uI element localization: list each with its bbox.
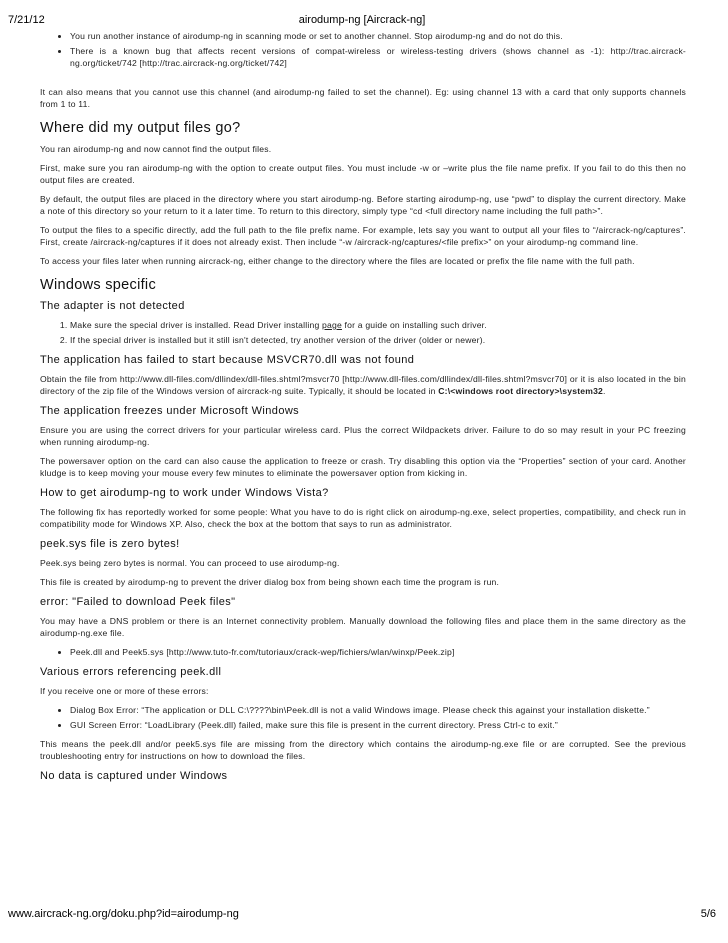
paragraph: This file is created by airodump-ng to prevent the driver dialog box from being shown each time the program is run. <box>40 577 500 587</box>
section-heading-output-files: Where did my output files go? <box>40 120 241 136</box>
paragraph: By default, the output files are placed in the directory where you start airodump-ng. Before starting airodump-ng, use “pwd” to display the current directory. Make a note of this directory so your return to it a later time. To return to this directory, simply type “cd <full directory name including the full path>”. <box>40 194 686 216</box>
driver-page-link[interactable]: page <box>322 320 342 330</box>
paragraph: The following fix has reportedly worked for some people: What you have to do is right click on airodump-ng.exe, select properties, compatibility, and check run in compatibility mode for Windows XP. Also, check the box at the bottom that says to run as administrator. <box>40 507 686 529</box>
errors-bullet-list <box>40 704 686 731</box>
list-item: • You run another instance of airodump-ng in scanning mode or set to another channel. Stop airodump-ng and do not do this. <box>70 30 686 42</box>
subsection-heading-freezes: The application freezes under Microsoft Windows <box>40 405 300 417</box>
print-date: 7/21/12 <box>8 14 45 26</box>
subsection-heading-peek-dll: Various errors referencing peek.dll <box>40 666 222 678</box>
list-item: 2. If the special driver is installed but it still isn't detected, try another version of the driver (older or newer). <box>70 334 686 346</box>
list-item: • There is a known bug that affects recent versions of compat-wireless or wireless-testing drivers (shows channel as -1): http://trac.aircrack-ng.org/ticket/742 [http://trac.aircrack-ng.org/ticket/742] <box>70 45 686 69</box>
adapter-steps-list <box>40 319 686 346</box>
bold-path: C:\<windows root directory>\system32 <box>438 386 604 396</box>
paragraph: The powersaver option on the card can also cause the application to freeze or crash. Try disabling this option via the “Properties” section of your card. Another kludge is to keep moving your mouse every few minutes to eliminate the powersaver option from kicking in. <box>40 456 686 478</box>
subsection-heading-msvcr: The application has failed to start because MSVCR70.dll was not found <box>40 354 415 366</box>
paragraph: To access your files later when running aircrack-ng, either change to the directory where the files are located or prefix the file name with the full path. <box>40 256 635 266</box>
paragraph: First, make sure you ran airodump-ng with the option to create output files. You must include -w or –write plus the file name prefix. If you fail to do this then no output files are created. <box>40 163 686 185</box>
paragraph: If you receive one or more of these errors: <box>40 686 209 696</box>
subsection-heading-vista: How to get airodump-ng to work under Windows Vista? <box>40 487 329 499</box>
list-item: • Peek.dll and Peek5.sys [http://www.tuto-fr.com/tutoriaux/crack-wep/fichiers/wlan/winxp/Peek.zip] <box>70 646 686 658</box>
footer-url: www.aircrack-ng.org/doku.php?id=airodump-ng <box>8 908 239 920</box>
page-title: airodump-ng [Aircrack-ng] <box>298 14 426 26</box>
paragraph: To output the files to a specific directly, add the full path to the file prefix name. For example, lets say you want to output all your files to “/aircrack-ng/captures”. First, create /aircrack-ng/captures if it does not already exist. Then include “-w /aircrack-ng/captures/<file prefix>” on your airodump-ng command line. <box>40 225 686 247</box>
list-item: • GUI Screen Error: “LoadLibrary (Peek.dll) failed, make sure this file is present in the current directory. Press Ctrl-c to exit.” <box>70 719 686 731</box>
text-span: Make sure the special driver is installed. Read Driver installing <box>70 320 323 330</box>
section-heading-windows: Windows specific <box>40 277 156 293</box>
paragraph: Ensure you are using the correct drivers for your particular wireless card. Plus the correct Wildpackets driver. Failure to do so may result in your PC freezing when running airodump-ng. <box>40 425 686 447</box>
list-item: • Dialog Box Error: “The application or DLL C:\????\bin\Peek.dll is not a valid Windows image. Please check this against your installation diskette.” <box>70 704 686 716</box>
text-span: . <box>603 386 606 396</box>
paragraph <box>40 373 686 397</box>
subsection-heading-download-error: error: "Failed to download Peek files" <box>40 596 236 608</box>
page-number: 5/6 <box>700 908 716 920</box>
paragraph: It can also means that you cannot use this channel (and airodump-ng failed to set the channel). Eg: using channel 13 with a card that only supports channels from 1 to 11. <box>40 87 686 109</box>
paragraph: You ran airodump-ng and now cannot find the output files. <box>40 144 272 154</box>
paragraph: This means the peek.dll and/or peek5.sys file are missing from the directory which contains the airodump-ng.exe file or are corrupted. See the previous troubleshooting entry for instructions on how to download the files. <box>40 739 686 761</box>
intro-bullet-list <box>40 30 686 69</box>
document-body <box>40 30 686 789</box>
paragraph: You may have a DNS problem or there is an Internet connectivity problem. Manually download the following files and place them in the same directory as the airodump-ng.exe file. <box>40 616 686 638</box>
subsection-heading-peek-sys: peek.sys file is zero bytes! <box>40 538 180 550</box>
text-span: for a guide on installing such driver. <box>341 320 487 330</box>
list-item <box>70 319 686 331</box>
text-span: Obtain the file from http://www.dll-files.com/dllindex/dll-files.shtml?msvcr70 [http://www.dll-files.com/dllindex/dll-files.shtml?msvcr70] or it is also located in the bin directory of the zip file of the Windows version of aircrack-ng suite. Typically, it should be located in <box>40 374 686 396</box>
subsection-heading-adapter: The adapter is not detected <box>40 300 185 312</box>
download-bullet-list <box>40 646 686 658</box>
subsection-heading-no-data: No data is captured under Windows <box>40 770 228 782</box>
paragraph: Peek.sys being zero bytes is normal. You can proceed to use airodump-ng. <box>40 558 340 568</box>
